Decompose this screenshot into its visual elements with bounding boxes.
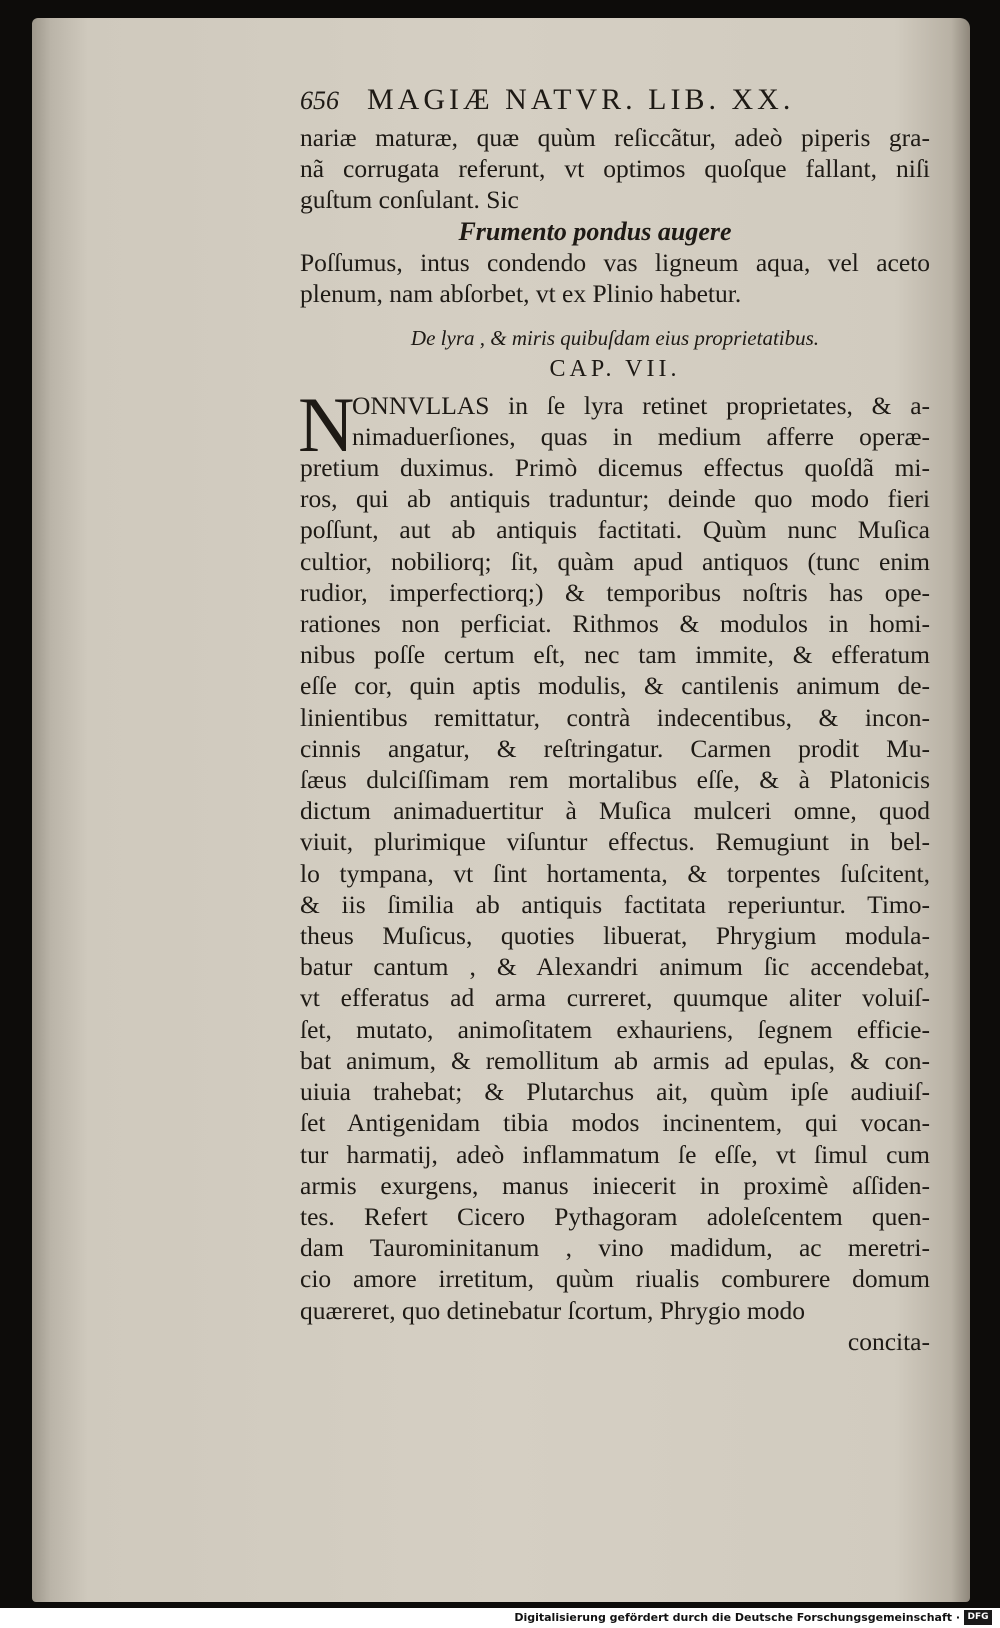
text-line: pretium duximus. Primò dicemus effectus quoſdã mi- (300, 453, 930, 483)
text-line: nibus poſſe certum eſt, nec tam immite, & efferatum (300, 640, 930, 670)
catchword: concita- (847, 1326, 930, 1356)
frumento-paragraph (300, 247, 930, 309)
dfg-logo: DFG (964, 1610, 992, 1625)
text-line: uiuia trahebat; & Plutarchus ait, quùm ipſe audiuiſ- (300, 1077, 930, 1107)
text-line: nã corrugata referunt, vt optimos quoſque fallant, niſi (300, 154, 930, 184)
text-line: dictum animaduertitur à Muſica mulceri omne, quod (300, 796, 930, 826)
text-line: tur harmatij, adeò inflammatum ſe eſſe, vt ſimul cum (300, 1139, 930, 1169)
intro-paragraph (300, 122, 930, 216)
text-line: plenum, nam abſorbet, vt ex Plinio habetur. (300, 279, 742, 309)
text-line: ſæus dulciſſimam rem mortalibus eſſe, & à Platonicis (300, 765, 930, 795)
text-line: nimaduerſiones, quas in medium afferre operæ- (352, 421, 930, 451)
text-line: theus Muſicus, quoties libuerat, Phrygium modula- (300, 921, 930, 951)
text-line: cio amore irretitum, quùm riualis comburere domum (300, 1264, 930, 1294)
drop-cap: N (298, 380, 355, 468)
running-header (300, 84, 930, 122)
text-line: cinnis angatur, & reſtringatur. Carmen prodit Mu- (300, 733, 930, 763)
chapter-number: CAP. VII. (549, 356, 681, 383)
chapter-paragraph (298, 380, 930, 1326)
text-line: cultior, nobiliorq; ſit, quàm apud antiquos (tunc enim (300, 546, 930, 576)
text-line: vt efferatus ad arma curreret, quumque aliter voluiſ- (300, 983, 930, 1013)
text-line: lo tympana, vt ſint hortamenta, & torpentes ſuſcitent, (300, 858, 930, 888)
footer-credit: Digitalisierung gefördert durch die Deutsche Forschungsgemeinschaft · (514, 1611, 960, 1624)
text-line: dam Taurominitanum , vino madidum, ac meretri- (300, 1233, 930, 1263)
section-heading: Frumento pondus augere (458, 216, 732, 246)
footer-bar (0, 1608, 1000, 1628)
page-number: 656 (300, 86, 339, 115)
text-line: linientibus remittatur, contrà indecentibus, & incon- (300, 702, 930, 732)
text-line: guſtum conſulant. Sic (300, 185, 519, 215)
text-line: poſſunt, aut ab antiquis factitati. Quùm nunc Muſica (300, 515, 930, 545)
text-line: rationes non perficiat. Rithmos & modulos in homi- (300, 609, 930, 639)
text-line: viuit, plurimique viſuntur effectus. Remugiunt in bel- (300, 827, 930, 857)
page-text (300, 84, 930, 1357)
text-line: eſſe cor, quin aptis modulis, & cantilenis animum de- (300, 671, 930, 701)
text-line: ſet Antigenidam tibia modos incinentem, qui vocan- (300, 1108, 930, 1138)
text-line: bat animum, & remollitum ab armis ad epulas, & con- (300, 1045, 930, 1075)
text-line: ros, qui ab antiquis traduntur; deinde quo modo fieri (300, 484, 930, 514)
text-line: tes. Refert Cicero Pythagoram adoleſcentem quen- (300, 1201, 930, 1231)
text-line: ONNVLLAS in ſe lyra retinet proprietates, & a- (352, 390, 930, 420)
text-line: armis exurgens, manus iniecerit in proximè aſſiden- (300, 1170, 930, 1200)
text-line: nariæ maturæ, quæ quùm reſiccãtur, adeò piperis gra- (300, 123, 930, 152)
text-line: ſet, mutato, animoſitatem exhauriens, ſegnem efficie- (300, 1014, 930, 1044)
chapter-title: De lyra , & miris quibuſdam eius proprietatibus. (410, 326, 820, 351)
running-title: MAGIÆ NATVR. LIB. XX. (367, 83, 795, 116)
text-line: quæreret, quo detinebatur ſcortum, Phrygio modo (300, 1295, 805, 1325)
text-line: rudior, imperfectiorq;) & temporibus noſtris has ope- (300, 577, 930, 607)
text-line: batur cantum , & Alexandri animum ſic accendebat, (300, 952, 930, 982)
text-line: Poſſumus, intus condendo vas ligneum aqua, vel aceto (300, 247, 930, 277)
text-line: & iis ſimilia ab antiquis factitata reperiuntur. Timo- (300, 889, 930, 919)
